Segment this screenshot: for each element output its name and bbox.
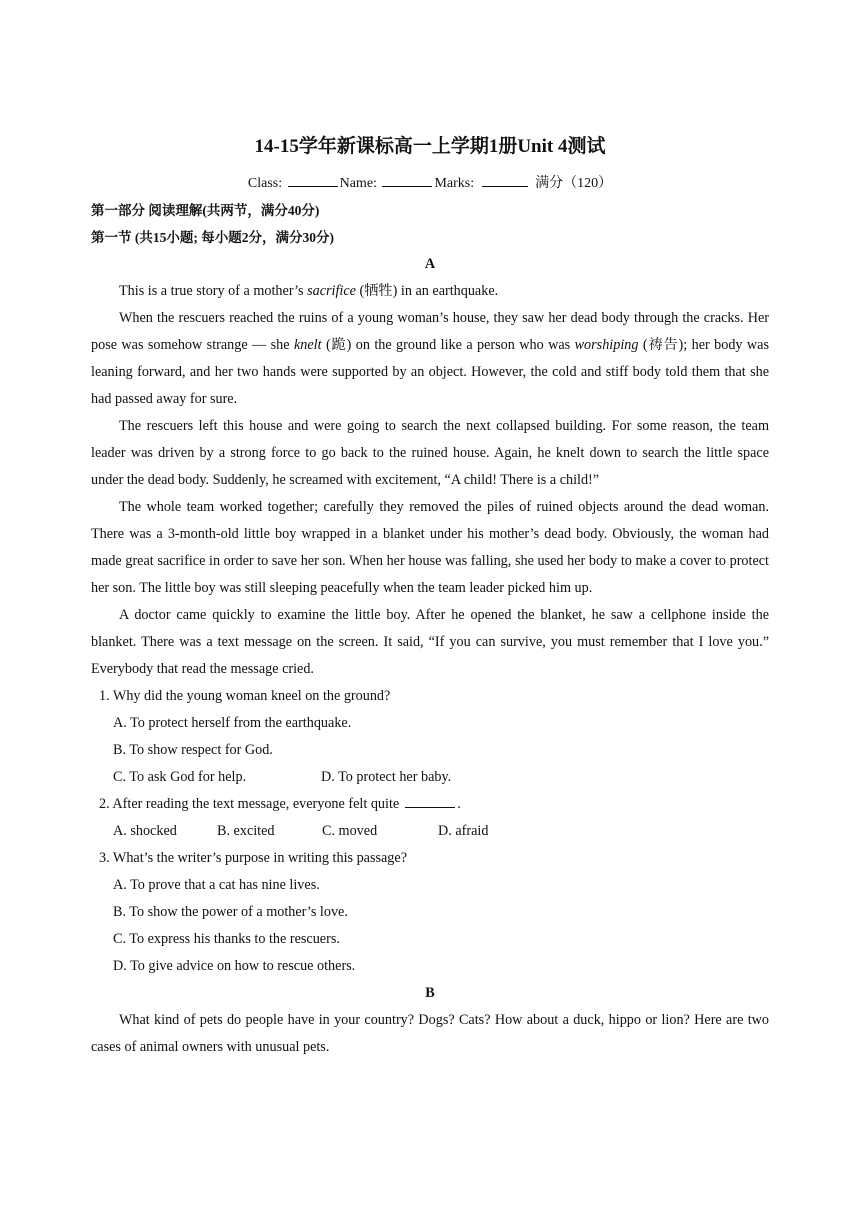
passage-a-paragraph-2: When the rescuers reached the ruins of a young woman’s house, they saw her dead body through the cracks. Her pose was somehow strange — she knelt (跪) on the ground like a person who was worshiping (祷告); her body was leaning forward, and her two hands were supported by an object. However, the cold and stiff body told them that she had passed away for sure. [91,310,769,407]
document-body [91,197,769,1061]
passage-a-paragraph-5: A doctor came quickly to examine the little boy. After he opened the blanket, he saw a cellphone inside the blanket. There was a text message on the screen. It said, “If you can survive, you must remember that I love you.” Everybody that read the message cried. [91,607,769,677]
question-3-option-d[interactable]: D. To give advice on how to rescue others. [113,958,356,974]
question-2-blank[interactable] [405,794,455,808]
question-2: 2. After reading the text message, everyone felt quite . [99,796,461,812]
question-2-option-c[interactable]: C. moved [322,823,378,839]
passage-a-label: A [424,256,436,272]
question-3-option-b[interactable]: B. To show the power of a mother’s love. [113,904,348,920]
question-1-option-b[interactable]: B. To show respect for God. [113,742,273,758]
question-2-option-a[interactable]: A. shocked [113,823,177,839]
question-1-option-c[interactable]: C. To ask God for help. [113,769,247,785]
question-3-option-c[interactable]: C. To express his thanks to the rescuers. [113,931,340,947]
marks-blank[interactable] [482,173,528,187]
question-1-option-a[interactable]: A. To protect herself from the earthquake. [113,715,352,731]
question-3-option-a[interactable]: A. To prove that a cat has nine lives. [113,877,320,893]
passage-a-paragraph-1: This is a true story of a mother’s sacrifice (牺牲) in an earthquake. [119,283,499,299]
student-info-line [0,173,860,194]
marks-label: Marks: [434,176,475,191]
question-3: 3. What’s the writer’s purpose in writing this passage? [99,850,407,866]
document-title: 14-15学年新课标高一上学期1册Unit 4测试 [254,136,606,157]
class-blank[interactable] [288,173,338,187]
question-2-option-b[interactable]: B. excited [217,823,275,839]
name-blank[interactable] [382,173,432,187]
name-label: Name: [339,176,377,191]
question-2-option-d[interactable]: D. afraid [438,823,489,839]
passage-a-paragraph-4: The whole team worked together; carefully they removed the piles of ruined objects around the dead woman. There was a 3-month-old little boy wrapped in a blanket under his mother’s dead body. Obviously, the woman had made great sacrifice in order to save her son. When her house was falling, she used her body to make a cover to protect her son. The little boy was still sleeping peacefully when the team leader picked him up. [91,499,769,596]
question-1-option-d[interactable]: D. To protect her baby. [321,769,452,785]
passage-b-label: B [425,985,435,1001]
question-1-options-cd [91,764,769,791]
question-1: 1. Why did the young woman kneel on the ground? [99,688,391,704]
passage-b-paragraph-1: What kind of pets do people have in your country? Dogs? Cats? How about a duck, hippo or lion? Here are two cases of animal owners with unusual pets. [91,1012,769,1055]
question-2-options [91,818,769,845]
full-score: 满分（120） [535,176,613,191]
passage-a-paragraph-3: The rescuers left this house and were going to search the next collapsed building. For some reason, the team leader was driven by a strong force to go back to the ruined house. Again, he knelt down to search the little space under the dead body. Suddenly, he screamed with excitement, “A child! There is a child!” [91,418,769,488]
class-label: Class: [247,176,283,191]
section-heading: 第一节 (共15小题; 每小题2分，满分30分) [91,230,334,245]
part-heading: 第一部分 阅读理解(共两节，满分40分) [91,203,320,218]
